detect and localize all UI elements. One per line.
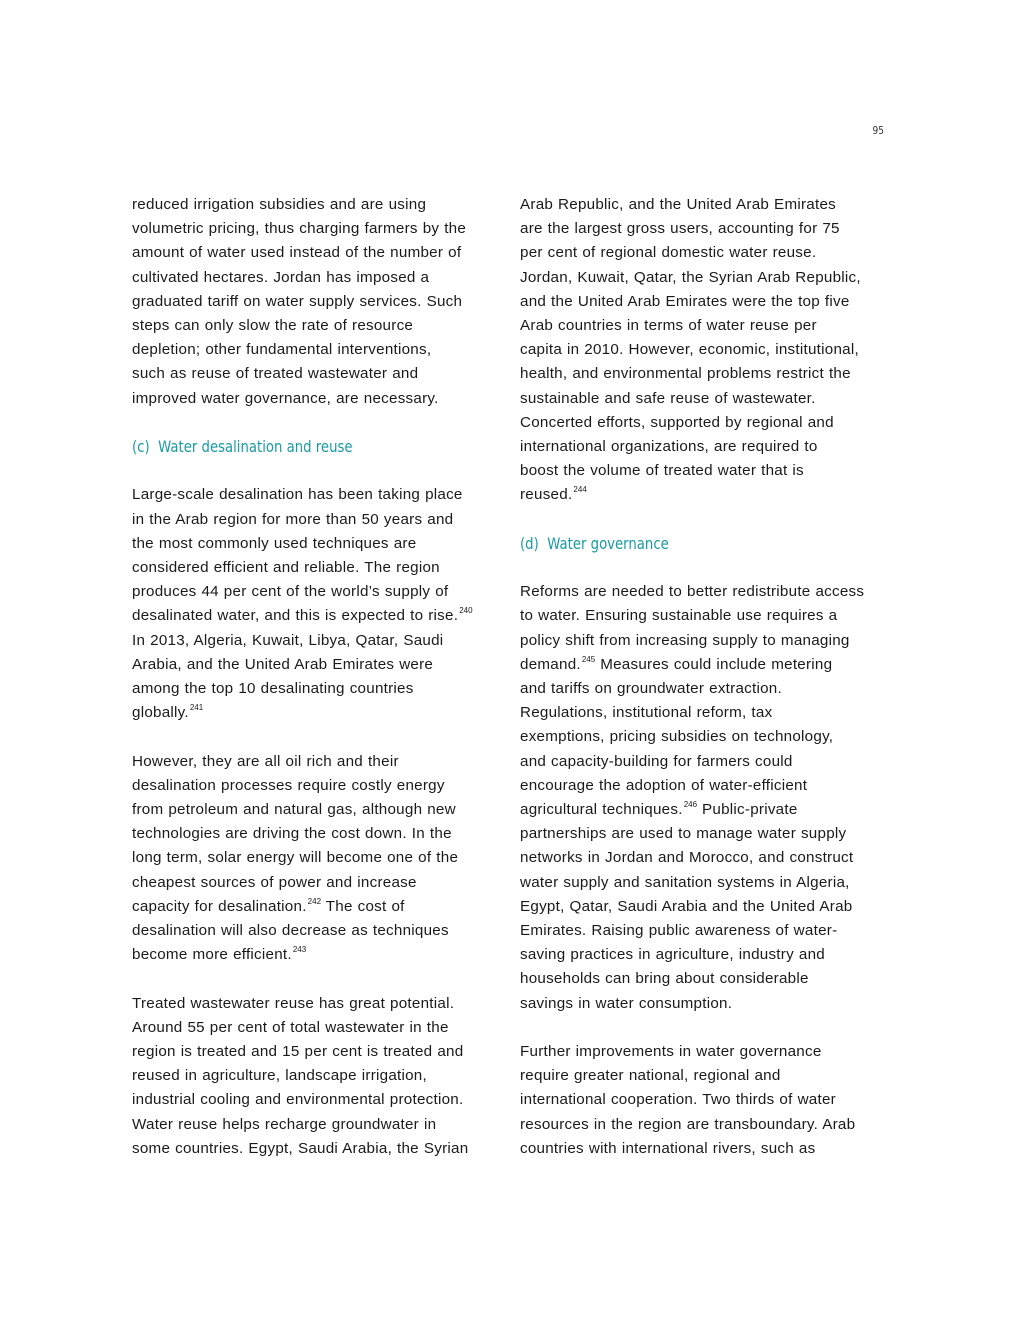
text-line: among the top 10 desalinating countries [132, 680, 414, 698]
left-column [132, 193, 504, 1185]
text-line: capita in 2010. However, economic, institutional, [520, 341, 859, 359]
page-number: 95 [872, 124, 884, 137]
text-line: desalination will also decrease as techniques [132, 922, 449, 940]
text-line: desalinated water, and this is expected to rise.$^{240}$ [132, 606, 473, 625]
paragraph-oil-rich-energy [132, 750, 504, 968]
right-column [520, 193, 892, 1185]
text-line: and capacity-building for farmers could [520, 752, 793, 770]
footnote-ref[interactable]: 241 [189, 703, 204, 713]
text-line: improved water governance, are necessary. [132, 389, 439, 407]
text-line: the most commonly used techniques are [132, 534, 417, 552]
text-line: resources in the region are transboundary. Arab [520, 1115, 856, 1133]
text-line: international organizations, are required to [520, 438, 818, 456]
text-line: from petroleum and natural gas, although new [132, 801, 456, 819]
footnote-ref[interactable]: 244 [573, 485, 587, 495]
text-line: policy shift from increasing supply to managing [520, 631, 850, 649]
section-marker: (c) [132, 438, 150, 457]
text-line: Concerted efforts, supported by regional and [520, 413, 834, 431]
text-line: considered efficient and reliable. The region [132, 559, 440, 577]
text-line: reduced irrigation subsidies and are using [132, 196, 427, 213]
text-line: Jordan, Kuwait, Qatar, the Syrian Arab Republic, [520, 268, 861, 286]
paragraph-large-scale-desalination [132, 483, 504, 725]
text-line: water supply and sanitation systems in Algeria, [520, 873, 850, 891]
text-line: volumetric pricing, thus charging farmers by the [132, 220, 467, 238]
text-line: health, and environmental problems restrict the [520, 365, 851, 383]
text-line: sustainable and safe reuse of wastewater. [520, 389, 816, 407]
text-line: Further improvements in water governance [520, 1043, 822, 1061]
text-line: such as reuse of treated wastewater and [132, 365, 419, 383]
text-line: Large-scale desalination has been taking place [132, 486, 463, 504]
text-line: are the largest gross users, accounting for 75 [520, 220, 840, 238]
section-marker: (d) [520, 534, 539, 553]
section-heading-desalination [132, 435, 448, 459]
text-line: and tariffs on groundwater extraction. [520, 680, 782, 698]
paragraph-further-improvements [520, 1040, 892, 1161]
text-line: produces 44 per cent of the world’s supply of [132, 583, 449, 601]
text-line: reused.$^{244}$ [520, 485, 587, 504]
text-line: become more efficient.$^{243}$ [132, 945, 307, 964]
text-line: demand.$^{245}$ Measures could include metering [520, 654, 833, 673]
text-line: cheapest sources of power and increase [132, 873, 417, 891]
text-line: long term, solar energy will become one of the [132, 849, 459, 867]
text-line: cultivated hectares. Jordan has imposed a [132, 268, 430, 286]
text-line: Reforms are needed to better redistribute access [520, 583, 865, 601]
text-line: graduated tariff on water supply services. Such [132, 292, 463, 310]
text-line: partnerships are used to manage water supply [520, 825, 847, 843]
text-line: reused in agriculture, landscape irrigation, [132, 1067, 427, 1085]
footnote-ref[interactable]: 243 [292, 945, 307, 955]
text-line: industrial cooling and environmental protection. [132, 1091, 464, 1109]
text-line: in the Arab region for more than 50 years and [132, 510, 454, 528]
text-line: saving practices in agriculture, industry and [520, 946, 825, 964]
text-line: region is treated and 15 per cent is treated and [132, 1043, 464, 1061]
text-line: amount of water used instead of the number of [132, 244, 462, 262]
text-line: some countries. Egypt, Saudi Arabia, the Syrian [132, 1139, 469, 1157]
text-line: Egypt, Qatar, Saudi Arabia and the United Arab [520, 897, 853, 915]
text-line: Water reuse helps recharge groundwater in [132, 1115, 437, 1133]
text-line: steps can only slow the rate of resource [132, 317, 414, 335]
text-line: savings in water consumption. [520, 994, 733, 1012]
footnote-ref[interactable]: 246 [683, 800, 698, 810]
footnote-ref[interactable]: 242 [307, 896, 322, 906]
text-line: households can bring about considerable [520, 970, 809, 988]
text-line: Regulations, institutional reform, tax [520, 704, 773, 722]
footnote-ref[interactable]: 245 [581, 654, 596, 664]
text-line: networks in Jordan and Morocco, and construct [520, 849, 854, 867]
paragraph-irrigation-pricing [132, 193, 504, 411]
text-line: Arab countries in terms of water reuse per [520, 317, 817, 335]
text-line: and the United Arab Emirates were the top five [520, 292, 850, 310]
text-line: However, they are all oil rich and their [132, 752, 399, 770]
text-line: Treated wastewater reuse has great potential. [132, 994, 455, 1012]
text-line: Arabia, and the United Arab Emirates were [132, 655, 434, 673]
text-line: globally.$^{241}$ [132, 703, 204, 722]
section-title: Water desalination and reuse [158, 438, 353, 457]
text-line: depletion; other fundamental interventions, [132, 341, 432, 359]
paragraph-wastewater-reuse [132, 992, 504, 1161]
text-line: exemptions, pricing subsidies on technology, [520, 728, 834, 746]
text-line: encourage the adoption of water-efficient [520, 776, 808, 794]
text-line: Arab Republic, and the United Arab Emirates [520, 196, 836, 213]
text-line: capacity for desalination.$^{242}$ The cost of [132, 896, 405, 915]
text-line: to water. Ensuring sustainable use requires a [520, 607, 838, 625]
paragraph-largest-gross-users [520, 193, 892, 508]
text-line: require greater national, regional and [520, 1067, 781, 1085]
text-line: Emirates. Raising public awareness of water- [520, 922, 838, 940]
text-line: desalination processes require costly energy [132, 776, 445, 794]
text-line: per cent of regional domestic water reuse. [520, 244, 817, 262]
text-line: boost the volume of treated water that is [520, 462, 804, 480]
section-title: Water governance [547, 534, 669, 553]
section-heading-water-governance [520, 532, 836, 556]
text-line: Around 55 per cent of total wastewater in the [132, 1018, 449, 1036]
footnote-ref[interactable]: 240 [459, 606, 473, 616]
text-line: countries with international rivers, such as [520, 1139, 816, 1157]
text-line: international cooperation. Two thirds of water [520, 1091, 836, 1109]
text-line: technologies are driving the cost down. In the [132, 825, 452, 843]
text-line: In 2013, Algeria, Kuwait, Libya, Qatar, Saudi [132, 631, 444, 649]
paragraph-reforms [520, 580, 892, 1016]
text-line: agricultural techniques.$^{246}$ Public-private [520, 800, 798, 819]
